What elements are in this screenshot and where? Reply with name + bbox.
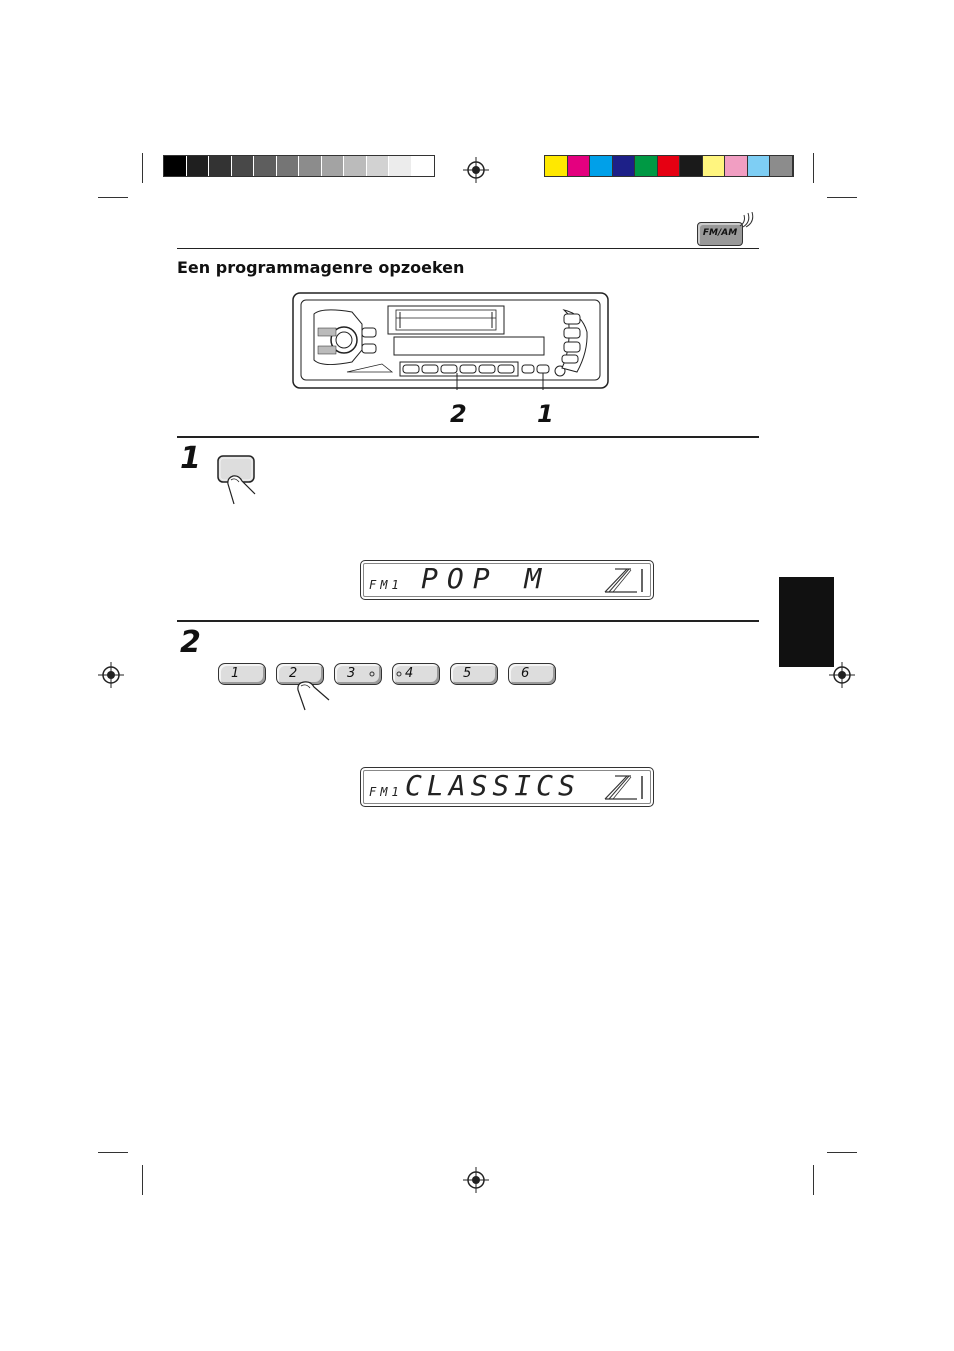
preset-button-1[interactable] [218,663,266,685]
crop-mark [98,1152,128,1153]
color-swatch [277,156,300,176]
color-swatch [725,156,748,176]
callout-number-1: 1 [537,400,554,428]
crop-mark [142,1165,143,1195]
crop-mark [813,153,814,183]
finger-press-button-icon [215,454,259,506]
header-rule [177,248,759,249]
crop-mark [813,1165,814,1195]
preset-button-3[interactable] [334,663,382,685]
language-side-tab [779,577,834,667]
color-calibration-bar [544,155,794,177]
registration-mark-icon [98,662,124,688]
color-swatch [568,156,591,176]
color-swatch [232,156,255,176]
color-swatch [187,156,210,176]
preset-label: 2 [289,666,298,681]
signal-level-icon [601,565,647,595]
color-swatch [254,156,277,176]
color-swatch [613,156,636,176]
registration-mark-icon [463,1167,489,1193]
crop-mark [142,153,143,183]
color-swatch [367,156,390,176]
preset-label: 1 [231,666,240,681]
dot-indicator-icon [396,671,402,677]
preset-button-6[interactable] [508,663,556,685]
dot-indicator-icon [369,671,375,677]
color-swatch [164,156,187,176]
color-swatch [299,156,322,176]
color-swatch [322,156,345,176]
callout-number-2: 2 [450,400,467,428]
radio-wave-icon [738,212,756,228]
display-text: CLASSICS [405,769,580,802]
crop-mark [827,197,857,198]
color-swatch [389,156,412,176]
crop-mark [98,197,128,198]
color-swatch [703,156,726,176]
fm-am-mode-icon: FM/AM [697,222,743,246]
step-1-number: 1 [180,441,201,476]
preset-button-5[interactable] [450,663,498,685]
color-swatch [590,156,613,176]
preset-label: 5 [463,666,472,681]
color-swatch [658,156,681,176]
color-swatch [344,156,367,176]
registration-mark-icon [463,157,489,183]
car-stereo-illustration [292,292,610,390]
step-2-rule [177,620,759,622]
color-swatch [680,156,703,176]
preset-label: 4 [405,666,414,681]
color-swatch [545,156,568,176]
grayscale-calibration-bar [163,155,435,177]
preset-button-4[interactable] [392,663,440,685]
signal-level-icon [601,772,647,802]
display-text: POP M [421,562,551,595]
color-swatch [412,156,435,176]
preset-label: 6 [521,666,530,681]
band-indicator: FM1 [369,578,403,592]
color-swatch [209,156,232,176]
band-indicator: FM1 [369,785,403,799]
section-title: Een programmagenre opzoeken [177,258,465,277]
step-1-rule [177,436,759,438]
lcd-display-step-2 [360,767,654,807]
color-swatch [770,156,793,176]
color-swatch [635,156,658,176]
finger-press-icon [293,676,333,712]
step-2-number: 2 [180,625,201,660]
color-swatch [748,156,771,176]
crop-mark [827,1152,857,1153]
lcd-display-step-1 [360,560,654,600]
preset-label: 3 [347,666,356,681]
